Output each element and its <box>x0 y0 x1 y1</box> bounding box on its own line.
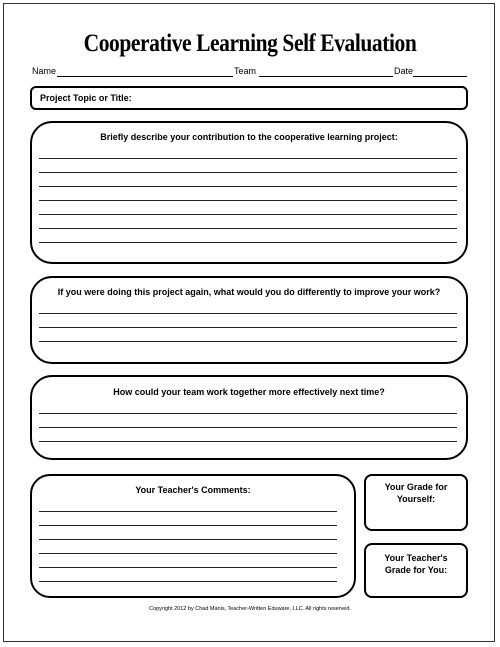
teacher-grade-label-line1: Your Teacher's <box>384 553 448 563</box>
teacher-comments-label: Your Teacher's Comments: <box>135 485 251 495</box>
self-grade-label-line1: Your Grade for <box>384 482 448 492</box>
name-label: Name <box>32 66 57 76</box>
writing-line[interactable] <box>39 186 457 187</box>
teacher-grade-label-line2: Grade for You: <box>384 565 448 575</box>
team-prompt: How could your team work together more effectively next time? <box>113 387 385 397</box>
date-label: Date <box>394 66 414 76</box>
writing-line[interactable] <box>39 525 337 526</box>
writing-line[interactable] <box>39 553 337 554</box>
writing-line[interactable] <box>39 341 457 342</box>
improve-prompt: If you were doing this project again, what would you do differently to improve your work? <box>57 287 441 297</box>
writing-line[interactable] <box>39 567 337 568</box>
copyright-notice: Copyright 2012 by Chad Manis, Teacher-Written Eduware, LLC. All rights reserved. <box>149 606 351 612</box>
date-field[interactable] <box>413 76 467 77</box>
name-field[interactable] <box>57 76 233 77</box>
writing-line[interactable] <box>39 511 337 512</box>
writing-line[interactable] <box>39 228 457 229</box>
contribution-prompt: Briefly describe your contribution to the cooperative learning project: <box>100 132 398 142</box>
page-title: Cooperative Learning Self Evaluation <box>83 30 417 57</box>
writing-line[interactable] <box>39 427 457 428</box>
writing-line[interactable] <box>39 313 457 314</box>
team-field[interactable] <box>259 76 393 77</box>
writing-line[interactable] <box>39 441 457 442</box>
writing-line[interactable] <box>39 214 457 215</box>
writing-line[interactable] <box>39 200 457 201</box>
writing-line[interactable] <box>39 581 337 582</box>
writing-line[interactable] <box>39 327 457 328</box>
writing-line[interactable] <box>39 158 457 159</box>
writing-line[interactable] <box>39 413 457 414</box>
writing-line[interactable] <box>39 242 457 243</box>
writing-line[interactable] <box>39 172 457 173</box>
team-label: Team <box>234 66 257 76</box>
writing-line[interactable] <box>39 539 337 540</box>
project-topic-label: Project Topic or Title: <box>40 93 132 103</box>
self-grade-label-line2: Yourself: <box>396 494 436 504</box>
